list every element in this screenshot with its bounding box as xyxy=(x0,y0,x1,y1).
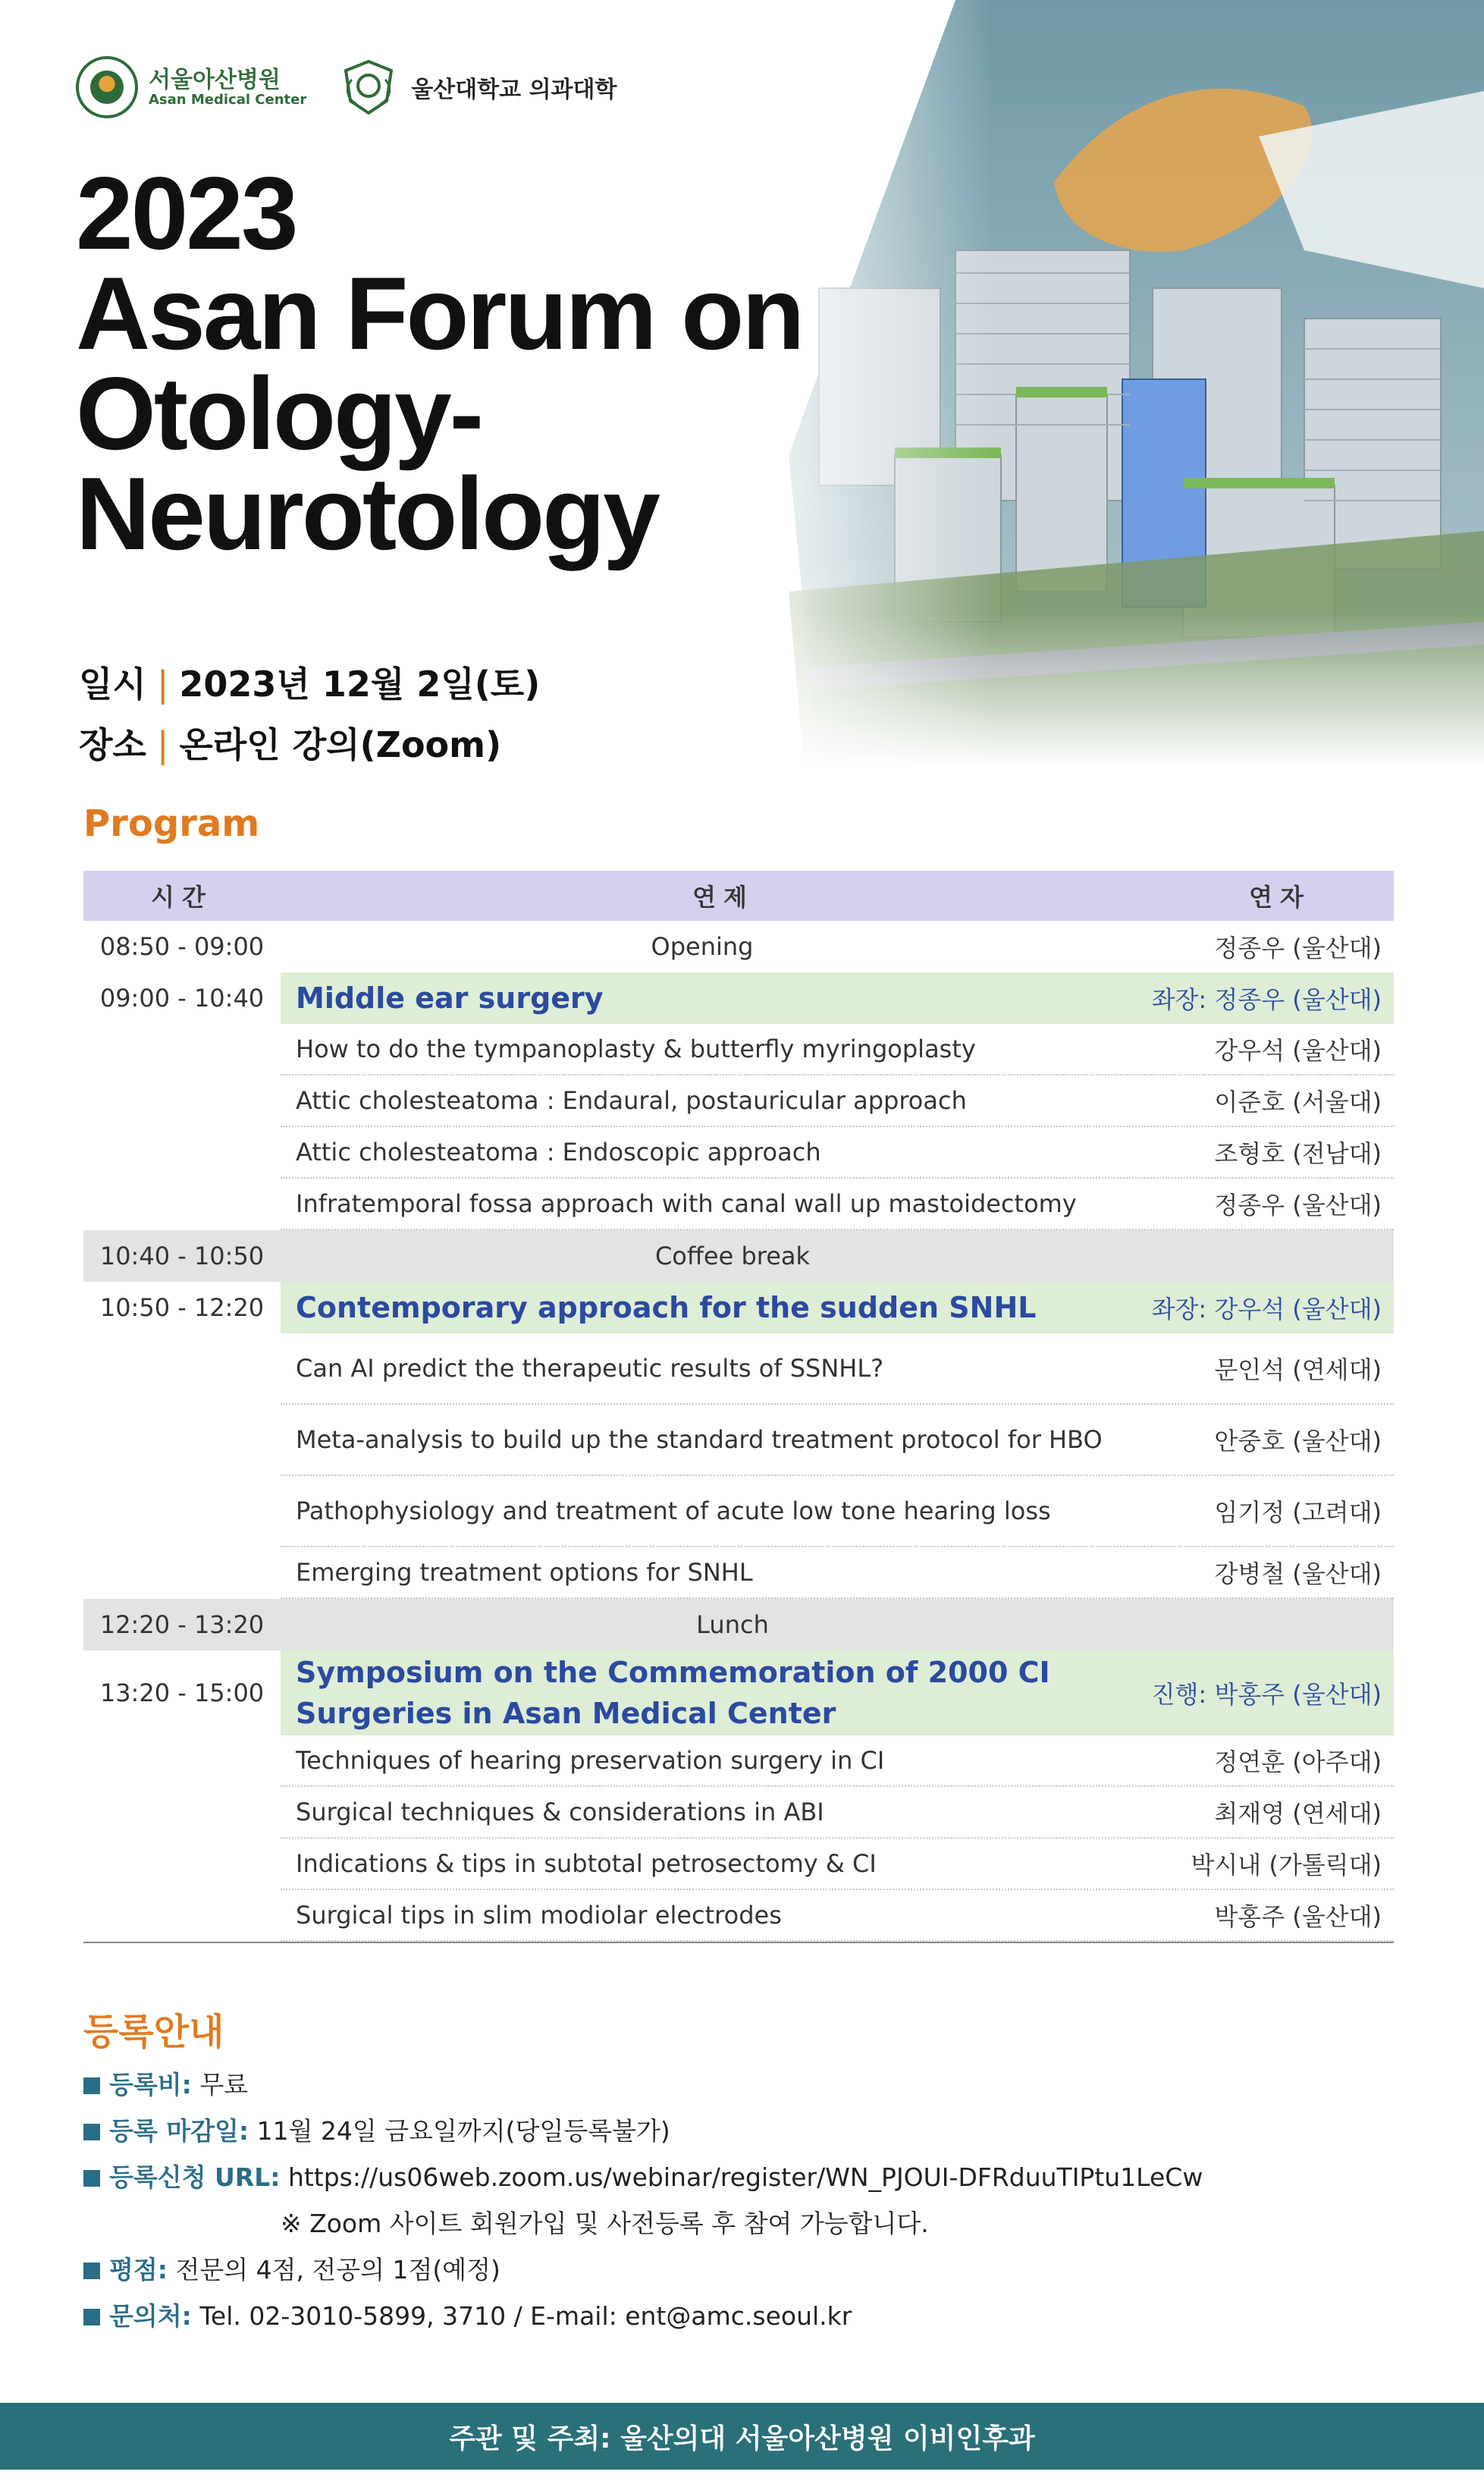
reg-credit xyxy=(83,2247,1203,2293)
row-time: 08:50 - 09:00 xyxy=(99,932,265,961)
talk-cell xyxy=(281,1547,1394,1599)
talk-cell xyxy=(281,1179,1394,1230)
row-topic: Emerging treatment options for SNHL xyxy=(296,1558,753,1587)
bullet-square-icon xyxy=(83,2124,100,2140)
talk-cell xyxy=(281,1024,1394,1076)
event-date xyxy=(79,654,540,714)
row-topic: Attic cholesteatoma : Endaural, postauricular approach xyxy=(296,1086,967,1115)
university-name: 울산대학교 의과대학 xyxy=(411,77,617,103)
row-topic: Surgical techniques & considerations in ABI xyxy=(296,1798,824,1826)
organizer-footer: 주관 및 주최: 울산의대 서울아산병원 이비인후과 xyxy=(0,2403,1484,2470)
session-banner xyxy=(281,1282,1394,1333)
hospital-name: 서울아산병원 xyxy=(149,66,281,93)
reg-deadline xyxy=(83,2108,1203,2154)
registration-heading: 등록안내 xyxy=(83,2011,224,2053)
row-topic: Infratemporal fossa approach with canal wall up mastoidectomy xyxy=(296,1189,1077,1218)
table-row xyxy=(83,1476,1394,1547)
program-table xyxy=(83,871,1394,1943)
reg-deadline-label: 등록 마감일: xyxy=(109,2116,249,2146)
session-banner xyxy=(281,972,1394,1024)
reg-fee-label: 등록비: xyxy=(109,2070,192,2099)
row-topic: Coffee break xyxy=(654,1242,811,1270)
row-topic: Can AI predict the therapeutic results of SSNHL? xyxy=(296,1354,884,1383)
row-speaker: 이준호 (서울대) xyxy=(1214,1088,1382,1116)
row-time: 09:00 - 10:40 xyxy=(99,984,265,1013)
row-speaker: 진행: 박홍주 (울산대) xyxy=(1151,1680,1382,1709)
row-speaker: 좌장: 강우석 (울산대) xyxy=(1151,1295,1382,1324)
row-topic: Middle ear surgery xyxy=(296,981,604,1015)
reg-fee-value: 무료 xyxy=(199,2070,249,2099)
program-rows xyxy=(83,921,1394,1942)
hospital-name-en: Asan Medical Center xyxy=(149,91,307,108)
break-row xyxy=(83,1230,1394,1282)
program-heading: Program xyxy=(83,802,260,845)
row-time: 10:50 - 12:20 xyxy=(99,1293,265,1322)
reg-credit-label: 평점: xyxy=(109,2255,168,2285)
event-info xyxy=(79,654,540,775)
talk-cell xyxy=(281,1076,1394,1127)
date-label: 일시 xyxy=(79,664,146,705)
bullet-square-icon xyxy=(83,2309,100,2325)
row-speaker: 좌장: 정종우 (울산대) xyxy=(1151,985,1382,1014)
talk-cell xyxy=(281,1127,1394,1179)
title-line-1: Asan Forum on xyxy=(76,256,803,371)
logo-bar xyxy=(76,53,617,121)
table-row xyxy=(83,1405,1394,1476)
row-topic: Opening xyxy=(651,932,754,961)
table-row xyxy=(83,921,1394,972)
date-value: 2023년 12월 2일(토) xyxy=(179,664,541,705)
session-row xyxy=(83,1650,1394,1735)
table-row xyxy=(83,1787,1394,1839)
header-time: 시간 xyxy=(151,883,213,912)
session-row xyxy=(83,972,1394,1024)
row-topic: Symposium on the Commemoration of 2000 CI Surgeries in Asan Medical Center xyxy=(296,1656,1050,1730)
title-line-3: Neurotology xyxy=(76,456,658,571)
table-row xyxy=(83,1127,1394,1179)
reg-url-link[interactable]: https://us06web.zoom.us/webinar/register/WN_PJOUI-DFRduuTIPtu1LeCw xyxy=(287,2162,1203,2192)
row-speaker: 강우석 (울산대) xyxy=(1214,1036,1382,1065)
reg-url xyxy=(83,2154,1203,2200)
talk-cell xyxy=(281,1839,1394,1890)
table-row xyxy=(83,1735,1394,1787)
registration-info xyxy=(83,2062,1203,2339)
reg-url-note: ※ Zoom 사이트 회원가입 및 사전등록 후 참여 가능합니다. xyxy=(281,2209,929,2238)
row-speaker: 조형호 (전남대) xyxy=(1214,1139,1382,1168)
row-topic: Techniques of hearing preservation surgery in CI xyxy=(296,1746,885,1775)
header-speaker: 연자 xyxy=(1249,883,1311,912)
row-speaker: 박시내 (가톨릭대) xyxy=(1191,1851,1382,1879)
bullet-square-icon xyxy=(83,2077,100,2094)
session-banner xyxy=(281,1650,1394,1735)
reg-contact-label: 문의처: xyxy=(109,2301,192,2331)
talk-cell xyxy=(281,1476,1394,1547)
row-speaker: 정종우 (울산대) xyxy=(1214,934,1382,963)
break-row xyxy=(83,1599,1394,1650)
header-topic: 연제 xyxy=(692,883,755,912)
row-speaker: 임기정 (고려대) xyxy=(1214,1498,1382,1527)
talk-cell xyxy=(281,1405,1394,1476)
table-row xyxy=(83,1333,1394,1405)
table-row xyxy=(83,1179,1394,1230)
table-row xyxy=(83,1890,1394,1942)
event-place xyxy=(79,714,540,775)
ulsan-university-logo xyxy=(337,57,617,118)
talk-cell xyxy=(281,1333,1394,1405)
title-line-2: Otology- xyxy=(76,356,482,471)
reg-deadline-value: 11월 24일 금요일까지(당일등록불가) xyxy=(256,2116,670,2146)
divider-bar: | xyxy=(156,724,169,765)
title-year: 2023 xyxy=(76,155,296,271)
reg-contact-value: Tel. 02-3010-5899, 3710 / E-mail: ent@amc.seoul.kr xyxy=(199,2301,852,2331)
row-topic: Indications & tips in subtotal petrosectomy & CI xyxy=(296,1849,877,1878)
reg-credit-value: 전문의 4점, 전공의 1점(예정) xyxy=(175,2255,500,2285)
table-row xyxy=(83,1839,1394,1890)
row-topic: Meta-analysis to build up the standard treatment protocol for HBO xyxy=(296,1425,1103,1454)
row-topic: Attic cholesteatoma : Endoscopic approach xyxy=(296,1138,821,1167)
table-row xyxy=(83,1547,1394,1599)
row-topic: Surgical tips in slim modiolar electrodes xyxy=(296,1901,782,1930)
talk-cell xyxy=(281,1735,1394,1787)
talk-cell xyxy=(281,1787,1394,1839)
reg-contact xyxy=(83,2293,1203,2339)
row-speaker: 강병철 (울산대) xyxy=(1214,1559,1382,1588)
row-time: 13:20 - 15:00 xyxy=(99,1679,265,1707)
talk-cell xyxy=(281,1890,1394,1942)
reg-fee xyxy=(83,2062,1203,2108)
row-time: 12:20 - 13:20 xyxy=(99,1610,265,1639)
reg-url-label: 등록신청 URL: xyxy=(109,2162,281,2192)
row-topic: Pathophysiology and treatment of acute low tone hearing loss xyxy=(296,1496,1051,1525)
forum-title xyxy=(76,155,986,571)
row-time: 10:40 - 10:50 xyxy=(99,1242,265,1270)
row-topic: Contemporary approach for the sudden SNHL xyxy=(296,1291,1037,1324)
asan-medical-center-logo xyxy=(76,56,306,118)
row-speaker: 정종우 (울산대) xyxy=(1214,1191,1382,1220)
table-bottom-rule xyxy=(83,1942,1394,1943)
program-table-header xyxy=(83,871,1394,921)
bullet-square-icon xyxy=(83,2170,100,2187)
row-speaker: 최재영 (연세대) xyxy=(1214,1799,1382,1828)
row-speaker: 문인석 (연세대) xyxy=(1214,1355,1382,1384)
row-speaker: 박홍주 (울산대) xyxy=(1214,1902,1382,1931)
place-label: 장소 xyxy=(79,724,146,765)
table-row xyxy=(83,1024,1394,1076)
row-speaker: 정연훈 (아주대) xyxy=(1214,1748,1382,1776)
bullet-square-icon xyxy=(83,2263,100,2279)
divider-bar: | xyxy=(156,664,169,705)
university-crest-icon xyxy=(337,57,400,118)
place-value: 온라인 강의(Zoom) xyxy=(179,724,502,765)
amc-seal-icon xyxy=(76,56,138,118)
session-row xyxy=(83,1282,1394,1333)
row-speaker: 안중호 (울산대) xyxy=(1214,1427,1382,1456)
row-topic: How to do the tympanoplasty & butterfly myringoplasty xyxy=(296,1035,976,1063)
table-row xyxy=(83,1076,1394,1127)
row-topic: Lunch xyxy=(696,1610,769,1639)
